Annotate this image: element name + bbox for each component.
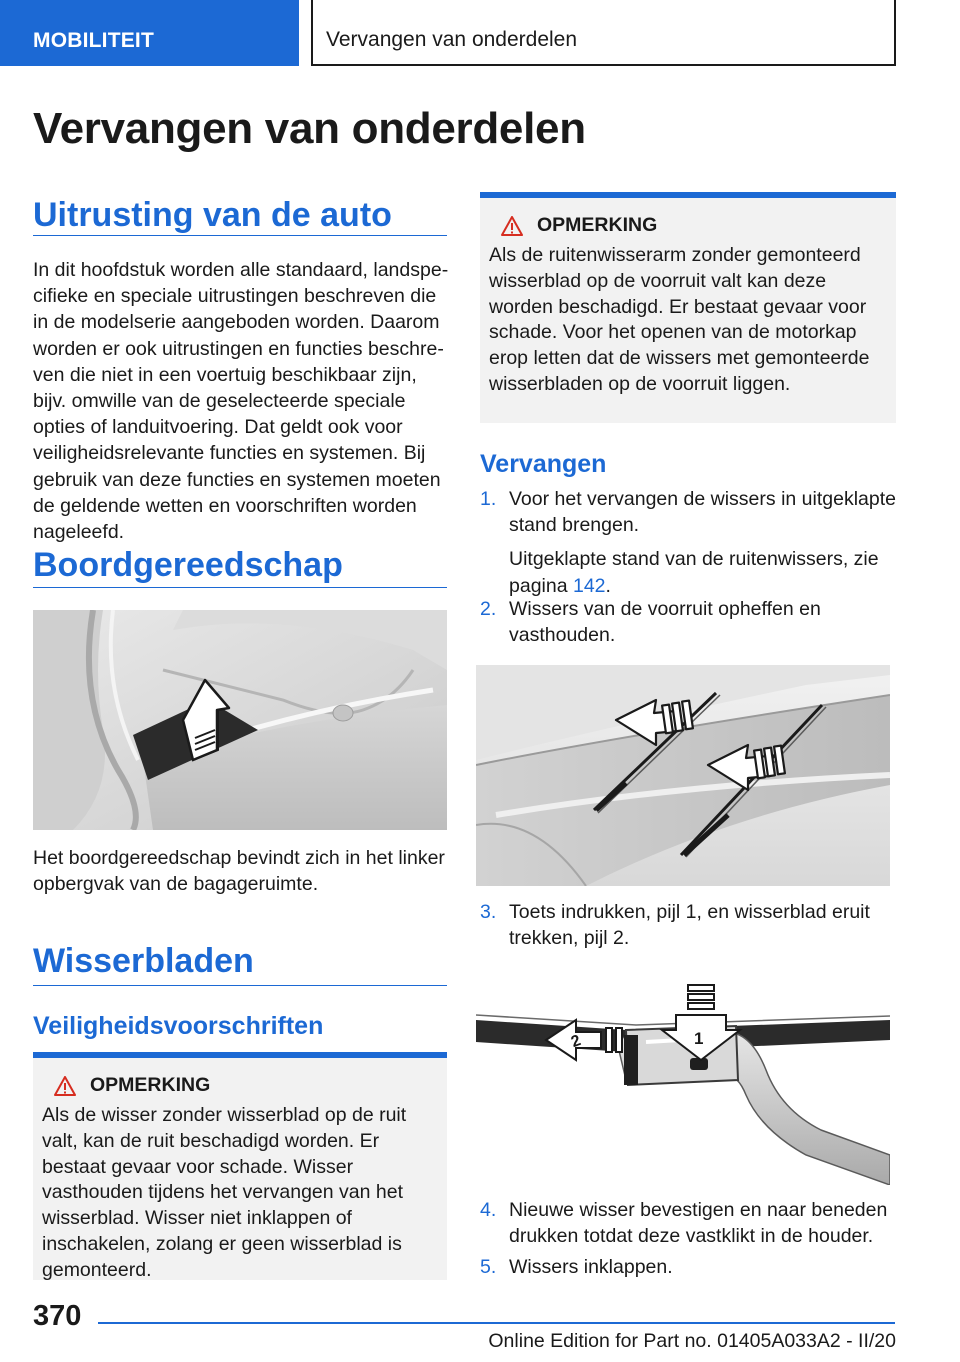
step-5 <box>480 1254 896 1280</box>
step-text: Toets indrukken, pijl 1, en wisserblad eruit trekken, pijl 2. <box>509 901 870 950</box>
chapter-tab[interactable]: Vervangen van onderdelen <box>311 0 896 66</box>
windshield-illustration <box>476 665 890 886</box>
step-number: 1. <box>480 488 497 510</box>
note-1-label: OPMERKING <box>90 1074 211 1096</box>
equipment-text: In dit hoofdstuk worden alle standaard, landspecifieke en speciale uitrustingen beschreven die in de modelserie aangeboden worden. Daarom worden er ook uitrustingen en functies beschreven die niet in een voertuig beschikbaar zijn, bijv. omwille van de geselecteerde speciale opties of landuitvoering. Dat geldt ook voor veiligheidsrelevante functies en systemen. Bij gebruik van deze functies en systemen moeten de geldende wetten en voorschriften worden nageleefd. <box>33 259 449 544</box>
note-1-text: Als de wisser zonder wisserblad op de ruit valt, kan de ruit beschadigd worden. Er bestaat gevaar voor schade. Wisser vasthouden tijdens het vervangen van het wisserblad. Wisser niet inklappen of inschakelen, zolang er geen wisserblad is gemonteerd. <box>42 1104 407 1281</box>
toolkit-caption: Het boordgereedschap bevindt zich in het linker opbergvak van de bagageruimte. <box>33 847 445 896</box>
page-number: 370 <box>33 1300 82 1332</box>
trunk-illustration <box>33 610 447 830</box>
step-1: 1. Voor het vervangen de wissers in uitgeklapte stand brengen. Uitgeklapte stand van de ruitenwissers, zie pagina 142. <box>480 488 896 597</box>
warning-triangle-icon <box>501 216 523 236</box>
arrow-1-label: 1 <box>694 1029 704 1048</box>
toolkit-heading: Boordgereedschap <box>33 546 447 588</box>
step-number: 2. <box>480 598 497 620</box>
equipment-heading: Uitrusting van de auto <box>33 196 447 236</box>
step-number: 3. <box>480 901 497 923</box>
step-4 <box>480 1197 896 1249</box>
page-header <box>0 0 960 66</box>
replace-heading: Vervangen <box>480 450 607 478</box>
warning-note-1 <box>33 1052 447 1280</box>
step-2 <box>480 596 896 648</box>
page-title: Vervangen van onderdelen <box>33 104 586 153</box>
step-text: Wissers inklappen. <box>509 1256 673 1278</box>
step-text: Nieuwe wisser bevestigen en naar beneden drukken totdat deze vastklikt in de houder. <box>509 1199 888 1248</box>
wipers-heading: Wisserbladen <box>33 942 447 986</box>
step-sub-text: Uitgeklapte stand van de ruitenwissers, zie pagina <box>509 548 879 597</box>
safety-heading: Veiligheidsvoorschriften <box>33 1012 324 1040</box>
warning-triangle-icon <box>54 1076 76 1096</box>
note-2-text: Als de ruitenwisserarm zonder gemonteerd wisserblad op de voorruit valt kan deze worden beschadigd. Er bestaat gevaar voor schade. Voor het openen van de motorkap erop letten dat de wissers met gemonteerde wisserbladen op de voorruit liggen. <box>489 244 870 395</box>
step-text: Wissers van de voorruit opheffen en vasthouden. <box>509 598 821 647</box>
section-tab[interactable]: MOBILITEIT <box>0 0 299 66</box>
footer-divider <box>98 1322 895 1324</box>
step-text: Voor het vervangen de wissers in uitgeklapte stand brengen. <box>509 488 896 537</box>
footer-edition: Online Edition for Part no. 01405A033A2 - II/20 <box>488 1330 896 1352</box>
step-3 <box>480 899 896 951</box>
step-number: 5. <box>480 1256 497 1278</box>
note-2-label: OPMERKING <box>537 214 658 236</box>
arrow-2-label: 2 <box>568 1032 584 1052</box>
warning-note-2 <box>480 192 896 423</box>
wiper-blade-illustration <box>476 980 890 1185</box>
step-number: 4. <box>480 1199 497 1221</box>
page-link[interactable]: 142 <box>572 574 606 597</box>
